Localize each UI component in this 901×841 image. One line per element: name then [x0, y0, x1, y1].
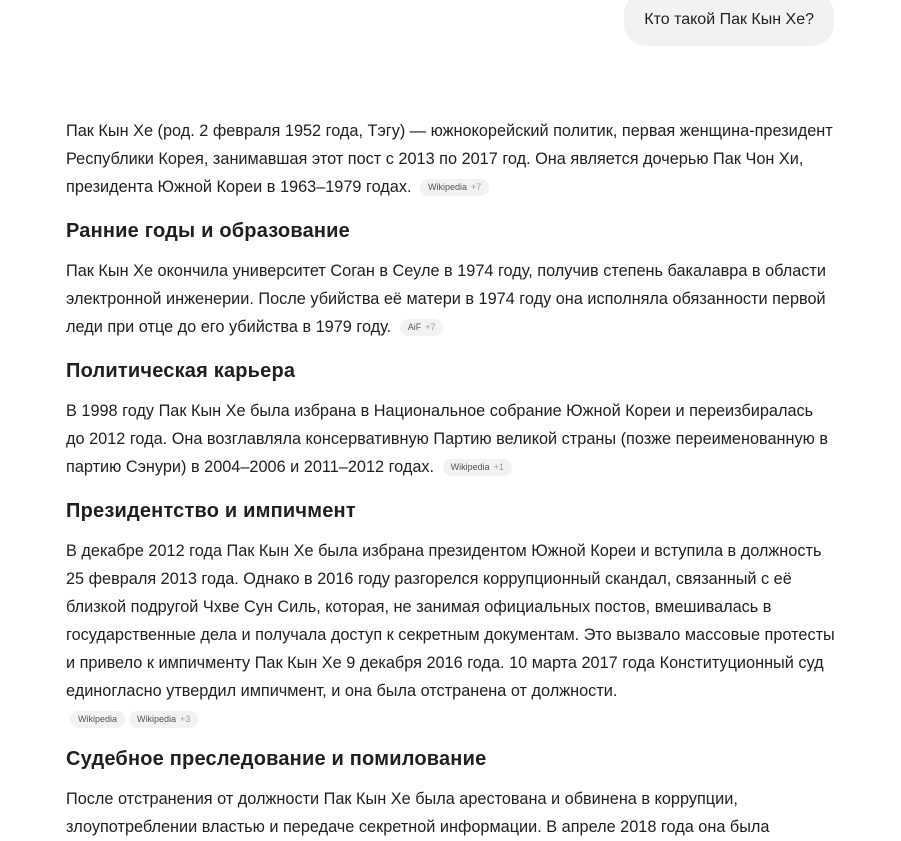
source-count: +1	[493, 462, 504, 472]
source-chip[interactable]	[129, 711, 198, 728]
section-heading: Президентство и импичмент	[66, 500, 356, 522]
section-paragraph	[66, 397, 836, 481]
source-name: AiF	[407, 322, 422, 332]
section-paragraph	[66, 257, 836, 341]
assistant-answer	[66, 117, 836, 841]
paragraph-text: Пак Кын Хе (род. 2 февраля 1952 года, Тэгу) — южнокорейский политик, первая женщина-президент Республики Корея, занимавшая этот пост с 2013 по 2017 год. Она является дочерью Пак Чон Хи, президента Южной Кореи в 1963–1979 годах.	[66, 122, 833, 196]
user-message-bubble: Кто такой Пак Кын Хе?	[624, 0, 834, 46]
source-chip[interactable]	[443, 459, 512, 476]
section-heading: Политическая карьера	[66, 360, 296, 382]
paragraph-text: В 1998 году Пак Кын Хе была избрана в Национальное собрание Южной Кореи и переизбиралась до 2012 года. Она возглавляла консервативную Партию великой страны (позже переименованную в партию Сэнури) в 2004–2006 и 2011–2012 годах.	[66, 402, 829, 476]
source-count: +7	[471, 182, 482, 192]
section-paragraph: В декабре 2012 года Пак Кын Хе была избрана президентом Южной Кореи и вступила в должность 25 февраля 2013 года. Однако в 2016 году разгорелся коррупционный скандал, связанный с её близкой подругой Чхве Сун Силь, которая, не занимая официальных постов, вмешивалась в государственные дела и получала доступ к секретным документам. Это вызвало массовые протесты и привело к импичменту Пак Кын Хе 9 декабря 2016 года. 10 марта 2017 года Конституционный суд единогласно утвердил импичмент, и она была отстранена от должности.	[66, 542, 835, 700]
source-name: Wikipedia	[450, 462, 490, 472]
intro-paragraph	[66, 117, 836, 201]
source-name: Wikipedia	[137, 714, 177, 724]
section-heading: Судебное преследование и помилование	[66, 748, 487, 770]
source-name: Wikipedia	[428, 182, 468, 192]
source-count: +7	[425, 322, 436, 332]
source-chip[interactable]	[400, 319, 444, 336]
source-chip[interactable]	[70, 711, 125, 728]
section-paragraph: После отстранения от должности Пак Кын Хе была арестована и обвинена в коррупции, злоупотреблении властью и передаче секретной информации. В апреле 2018 года она была	[66, 790, 770, 836]
source-chip[interactable]	[420, 179, 489, 196]
section-heading: Ранние годы и образование	[66, 220, 351, 242]
source-count: +3	[180, 714, 191, 724]
paragraph-text: Пак Кын Хе окончила университет Соган в Сеуле в 1974 году, получив степень бакалавра в области электронной инженерии. После убийства её матери в 1974 году она исполняла обязанности первой леди при отце до его убийства в 1979 году.	[66, 262, 826, 336]
source-name: Wikipedia	[78, 714, 118, 724]
source-chips	[70, 711, 836, 729]
